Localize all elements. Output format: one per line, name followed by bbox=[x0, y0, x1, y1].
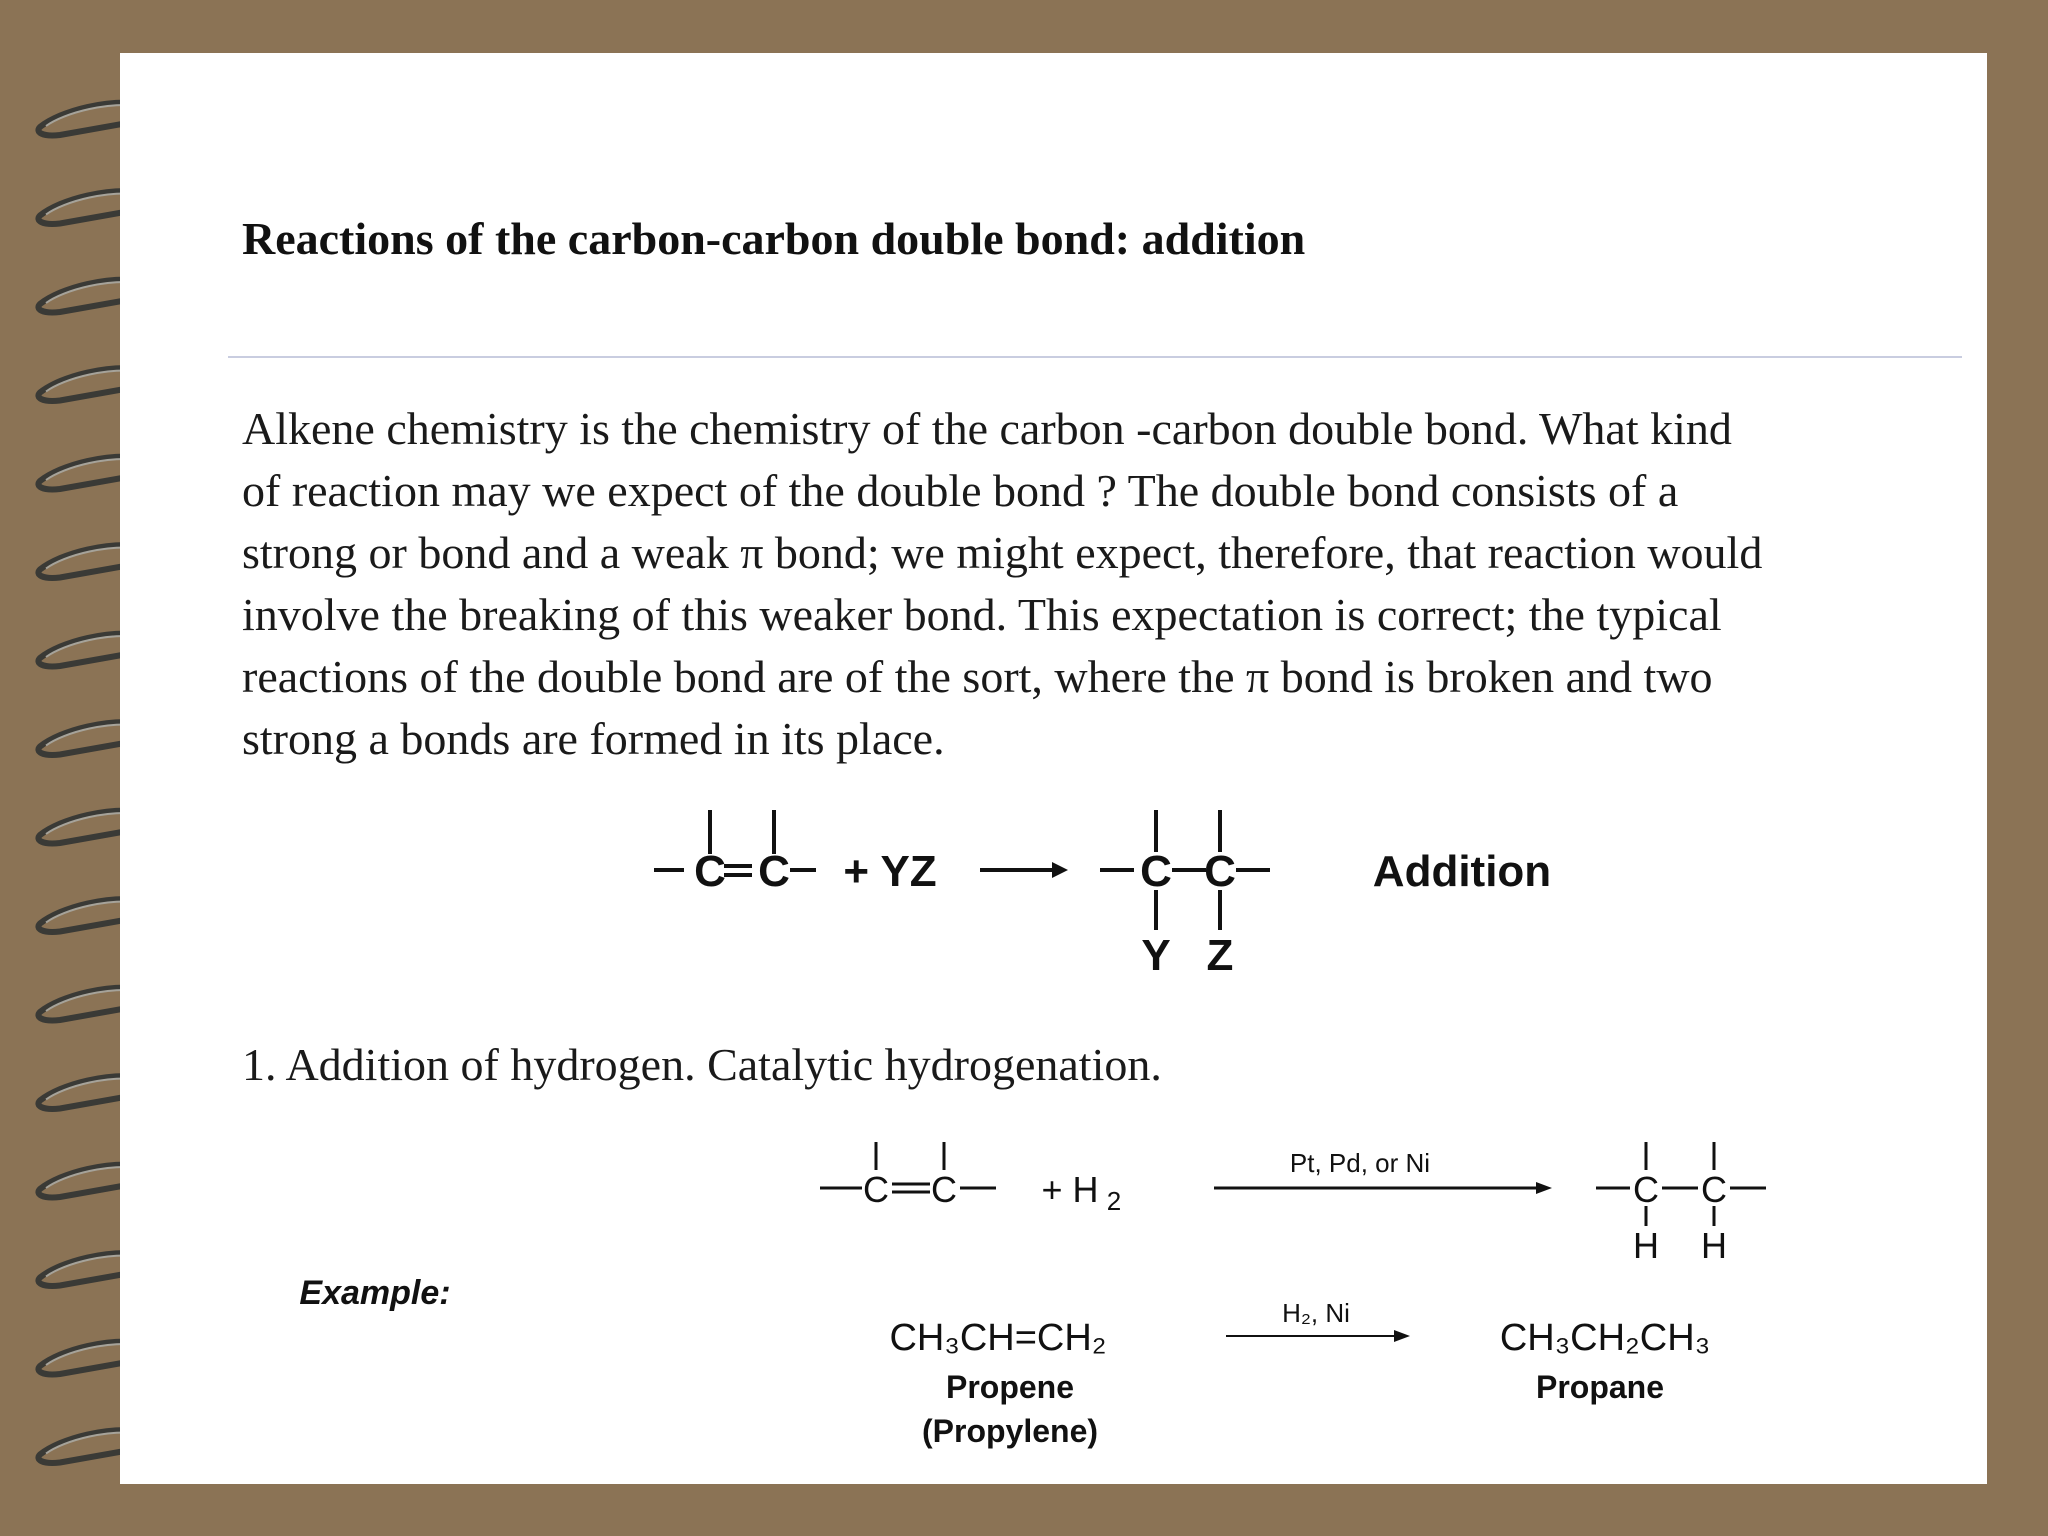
atom-carbon: C bbox=[1701, 1169, 1727, 1210]
atom-carbon: C bbox=[1204, 847, 1236, 896]
catalyst-label: Pt, Pd, or Ni bbox=[1289, 1148, 1431, 1178]
reactant-name: Propene bbox=[945, 1369, 1075, 1405]
arrow-head bbox=[1536, 1182, 1552, 1194]
atom-carbon: C bbox=[863, 1169, 889, 1210]
atom-y: Y bbox=[1141, 931, 1171, 980]
section-heading: 1. Addition of hydrogen. Catalytic hydrogenation. bbox=[242, 1039, 1162, 1090]
atom-carbon: C bbox=[758, 847, 790, 896]
atom-carbon: C bbox=[1633, 1169, 1659, 1210]
slide-title: Reactions of the carbon-carbon double bond: addition bbox=[242, 213, 1306, 264]
atom-carbon: C bbox=[694, 847, 726, 896]
paragraph-line: reactions of the double bond are of the sort, where the π bond is broken and two bbox=[242, 651, 1713, 702]
arrow-head bbox=[1052, 862, 1068, 878]
product-formula: CH₃CH₂CH₃ bbox=[1499, 1317, 1711, 1359]
addition-reaction-scheme bbox=[640, 790, 1560, 990]
atom-carbon: C bbox=[1140, 847, 1172, 896]
paragraph-line: strong a bonds are formed in its place. bbox=[242, 713, 945, 764]
example-label: Example: bbox=[299, 1274, 451, 1312]
intro-paragraph bbox=[242, 398, 1962, 770]
reaction-type-label: Addition bbox=[1372, 847, 1552, 896]
paragraph-line: of reaction may we expect of the double bond ? The double bond consists of a bbox=[242, 465, 1679, 516]
atom-hydrogen: H bbox=[1633, 1225, 1659, 1266]
product-name: Propane bbox=[1535, 1369, 1665, 1405]
reagent-subscript: 2 bbox=[1106, 1186, 1122, 1216]
conditions-label: H₂, Ni bbox=[1282, 1298, 1350, 1328]
paragraph-line: involve the breaking of this weaker bond. This expectation is correct; the typical bbox=[242, 589, 1722, 640]
paragraph-line: strong or bond and a weak π bond; we might expect, therefore, that reaction would bbox=[242, 527, 1763, 578]
atom-z: Z bbox=[1206, 931, 1234, 980]
reactant-alt-name: (Propylene) bbox=[921, 1413, 1099, 1449]
hydrogenation-reaction-scheme bbox=[800, 1130, 1840, 1270]
paragraph-line: Alkene chemistry is the chemistry of the carbon -carbon double bond. What kind bbox=[242, 403, 1732, 454]
atom-hydrogen: H bbox=[1701, 1225, 1727, 1266]
reactant-formula: CH₃CH=CH₂ bbox=[889, 1317, 1107, 1359]
arrow-head bbox=[1394, 1330, 1410, 1342]
reagent-label: + YZ bbox=[843, 847, 937, 896]
title-divider bbox=[228, 356, 1962, 358]
propene-hydrogenation-example bbox=[280, 1260, 1840, 1460]
atom-carbon: C bbox=[931, 1169, 957, 1210]
reagent-label: + H bbox=[1041, 1169, 1099, 1210]
